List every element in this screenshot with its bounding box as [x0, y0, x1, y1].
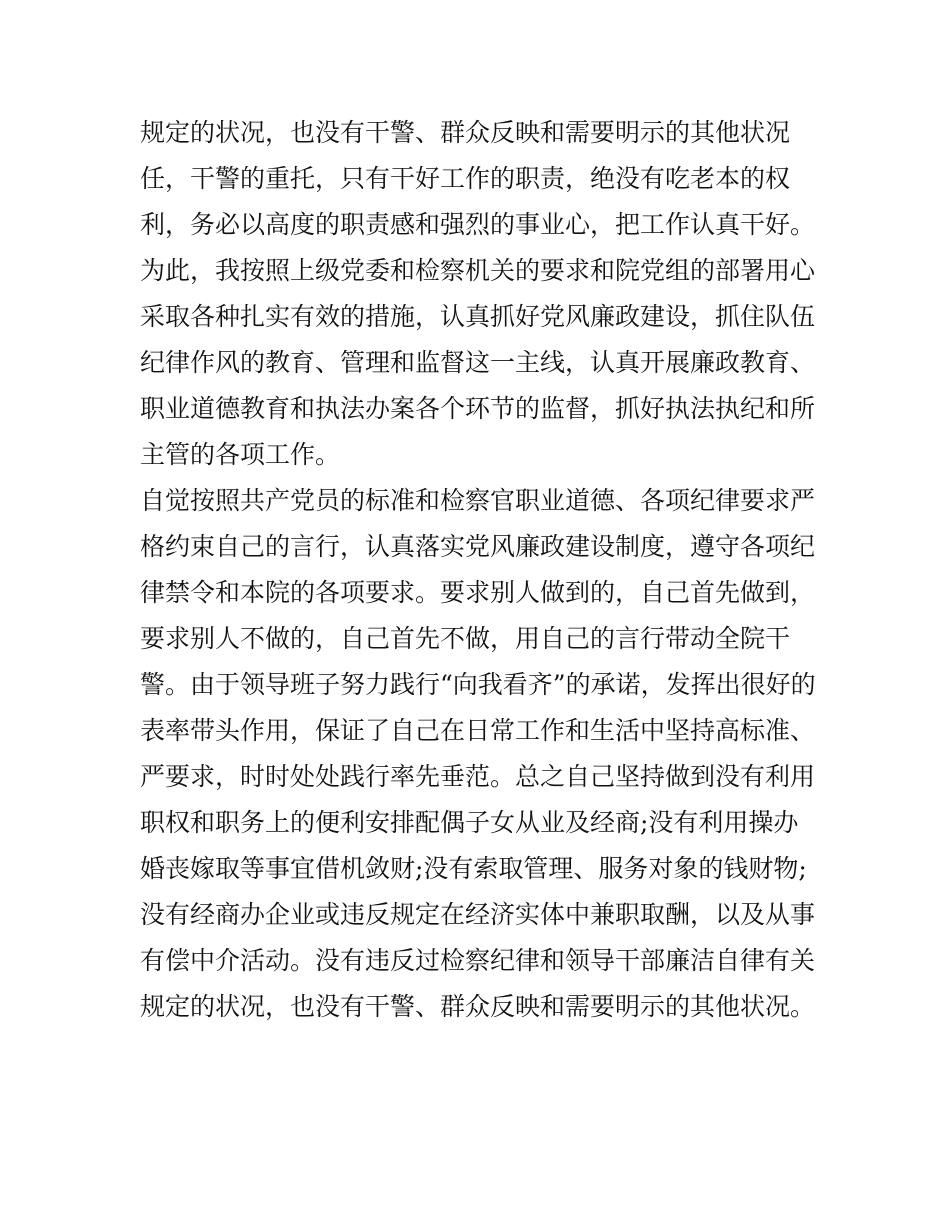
text-line: 没有经商办企业或违反规定在经济实体中兼职取酬，以及从事 [140, 900, 816, 929]
text-line: 职权和职务上的便利安排配偶子女从业及经商;没有利用操办 [140, 808, 799, 837]
text-line: 职业道德教育和执法办案各个环节的监督，抓好执法执纪和所 [140, 394, 816, 423]
text-line: 利，务必以高度的职责感和强烈的事业心，把工作认真干好。 [140, 210, 816, 239]
text-line: 为此，我按照上级党委和检察机关的要求和院党组的部署用心 [140, 256, 816, 285]
text-line: 警。由于领导班子努力践行“向我看齐”的承诺，发挥出很好的 [140, 670, 816, 699]
text-line: 律禁令和本院的各项要求。要求别人做到的，自己首先做到， [140, 578, 816, 607]
text-line: 任，干警的重托，只有干好工作的职责，绝没有吃老本的权 [140, 164, 791, 193]
body-text [140, 110, 820, 1030]
text-line: 规定的状况，也没有干警、群众反映和需要明示的其他状况 [140, 118, 791, 147]
text-line: 婚丧嫁取等事宜借机敛财;没有索取管理、服务对象的钱财物; [140, 854, 807, 883]
text-line: 规定的状况，也没有干警、群众反映和需要明示的其他状况。 [140, 992, 816, 1021]
text-line: 自觉按照共产党员的标准和检察官职业道德、各项纪律要求严 [140, 486, 816, 515]
text-line: 纪律作风的教育、管理和监督这一主线，认真开展廉政教育、 [140, 348, 816, 377]
text-line: 采取各种扎实有效的措施，认真抓好党风廉政建设，抓住队伍 [140, 302, 816, 331]
text-line: 有偿中介活动。没有违反过检察纪律和领导干部廉洁自律有关 [140, 946, 816, 975]
text-line: 严要求，时时处处践行率先垂范。总之自己坚持做到没有利用 [140, 762, 816, 791]
text-line: 主管的各项工作。 [140, 440, 341, 469]
text-line: 表率带头作用，保证了自己在日常工作和生活中坚持高标准、 [140, 716, 816, 745]
text-line: 要求别人不做的，自己首先不做，用自己的言行带动全院干 [140, 624, 791, 653]
text-line: 格约束自己的言行，认真落实党风廉政建设制度，遵守各项纪 [140, 532, 816, 561]
